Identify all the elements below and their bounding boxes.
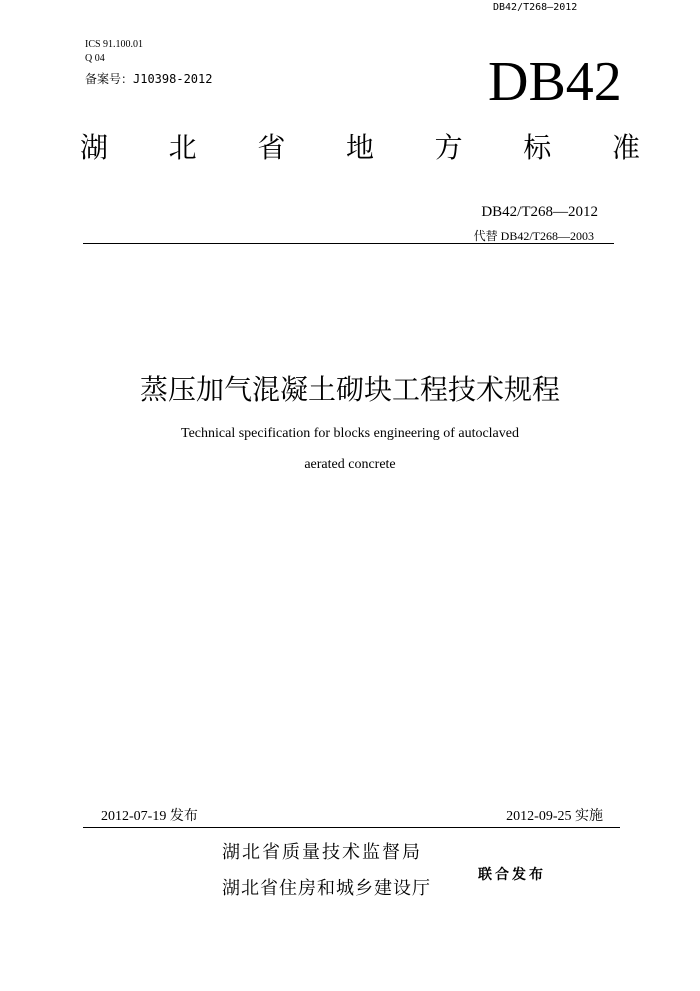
document-title-en-line2: aerated concrete bbox=[304, 457, 396, 472]
ics-code: ICS 91.100.01 bbox=[85, 39, 144, 50]
issuer-housing-department: 湖北省住房和城乡建设厅 bbox=[222, 878, 431, 899]
record-number: 备案号：J10398-2012 bbox=[85, 72, 213, 86]
standard-type-char: 标 bbox=[523, 131, 552, 164]
replaces-number: 代替 DB42/T268—2003 bbox=[473, 229, 594, 243]
standard-type-char: 湖 bbox=[80, 131, 109, 164]
standard-type-char: 准 bbox=[611, 131, 640, 164]
implementation-date: 2012-09-25 实施 bbox=[506, 809, 603, 824]
db-logo: DB42 bbox=[488, 51, 622, 113]
issuer-quality-bureau: 湖北省质量技术监督局 bbox=[222, 842, 422, 863]
bottom-divider bbox=[83, 827, 620, 828]
standard-type-char: 方 bbox=[434, 131, 463, 164]
standard-type-heading bbox=[80, 128, 640, 168]
document-title-cn: 蒸压加气混凝土砌块工程技术规程 bbox=[139, 373, 560, 406]
top-divider bbox=[83, 243, 614, 244]
standard-number: DB42/T268—2012 bbox=[481, 204, 598, 220]
joint-issue-label: 联合发布 bbox=[478, 867, 546, 883]
standard-type-char: 北 bbox=[168, 131, 197, 164]
standard-type-char: 地 bbox=[345, 131, 374, 164]
header-standard-code: DB42/T268—2012 bbox=[493, 2, 578, 13]
ccs-code: Q 04 bbox=[85, 53, 105, 64]
document-title-en-line1: Technical specification for blocks engineering of autoclaved bbox=[181, 426, 519, 441]
issue-date: 2012-07-19 发布 bbox=[101, 809, 198, 824]
standard-type-char: 省 bbox=[257, 131, 286, 164]
